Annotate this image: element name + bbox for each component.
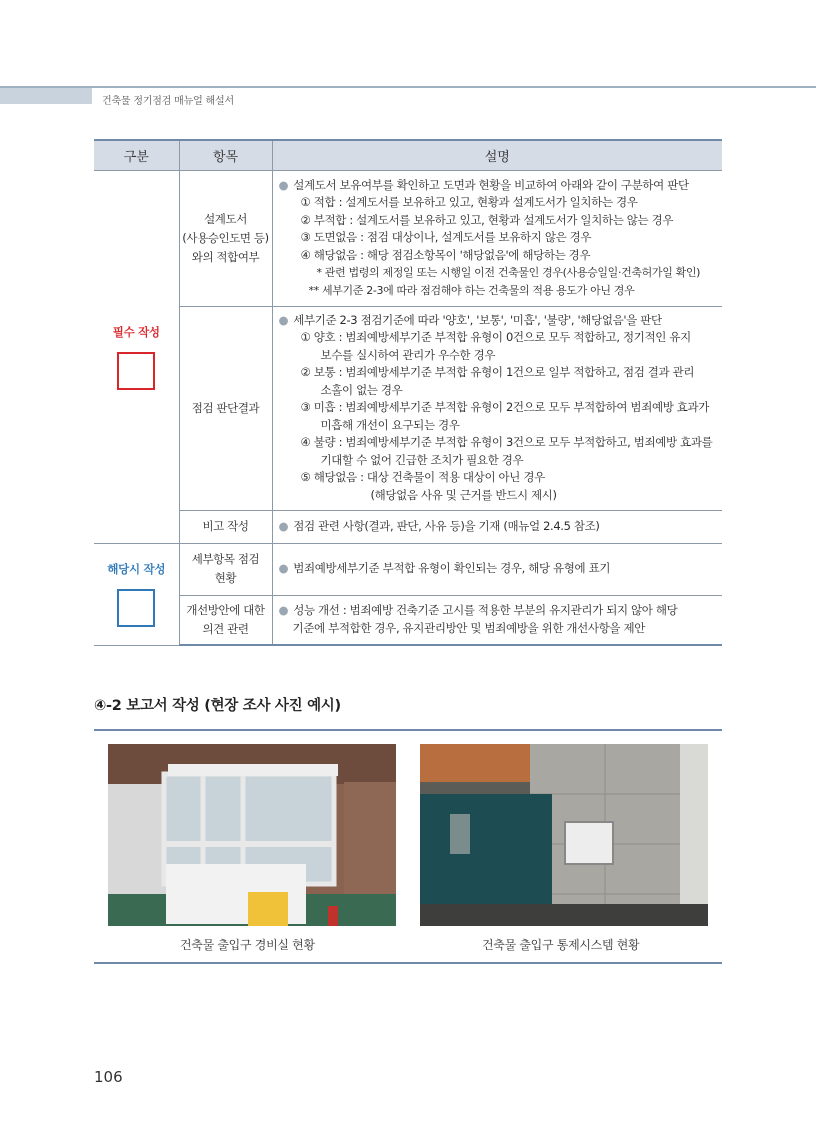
item-improvement	[179, 595, 272, 645]
desc-sub: ② 보통 : 범죄예방세부기준 부적합 유형이 1건으로 일부 적합하고, 점검 결과 관리	[300, 365, 695, 380]
item-sub-status	[179, 543, 272, 595]
photo-entrance-control	[420, 744, 708, 926]
desc-sub-cont: 미흡해 개선이 요구되는 경우	[320, 417, 460, 432]
bullet-icon: ●	[278, 177, 289, 192]
desc-sub: ① 양호 : 범죄예방세부기준 부적합 유형이 0건으로 모두 적합하고, 정기적인 유지	[300, 330, 691, 345]
item-remarks: 비고 작성	[179, 510, 272, 543]
desc-sub-cont: (해당없음 사유 및 근거를 반드시 제시)	[370, 487, 557, 502]
desc-improvement	[272, 595, 722, 645]
item-line: 의견 관련	[202, 621, 249, 636]
bullet-icon: ●	[278, 518, 289, 533]
table-header-row	[94, 140, 722, 170]
page-number: 106	[94, 1068, 123, 1086]
photo-guard-room	[108, 744, 396, 926]
category-conditional-label: 해당시 작성	[107, 562, 166, 576]
item-line: 세부항목 점검	[191, 552, 260, 566]
desc-sub-status: ● 범죄예방세부기준 부적합 유형이 확인되는 경우, 해당 유형에 표기	[272, 543, 722, 595]
item-line: 현황	[214, 571, 237, 585]
header-item: 항목	[179, 140, 272, 170]
conditional-checkbox-icon	[117, 589, 155, 627]
section-title: ④-2 보고서 작성 (현장 조사 사진 예시)	[94, 698, 341, 714]
item-line: (사용승인도면 등)	[182, 230, 269, 245]
category-conditional	[94, 543, 179, 645]
item-judgement: 점검 판단결과	[179, 306, 272, 510]
photo-caption: 건축물 출입구 경비실 현황	[180, 938, 315, 952]
section-rule	[94, 962, 722, 964]
desc-remarks: ● 점검 관련 사항(결과, 판단, 사유 등)을 기재 (매뉴얼 2.4.5 참조)	[272, 510, 722, 543]
desc-sub: ③ 도면없음 : 점검 대상이나, 설계도서를 보유하지 않은 경우	[300, 230, 592, 245]
item-line: 설계도서	[204, 211, 247, 226]
section-rule	[94, 729, 722, 731]
desc-lead: ● 설계도서 보유여부를 확인하고 도면과 현황을 비교하여 아래와 같이 구분하여 판단	[278, 177, 689, 192]
desc-sub: ⑤ 해당없음 : 대상 건축물이 적용 대상이 아닌 경우	[300, 470, 545, 485]
desc-sub: ③ 미흡 : 범죄예방세부기준 부적합 유형이 2건으로 모두 부적합하여 범죄예방 효과가	[300, 400, 710, 415]
table-row	[94, 595, 722, 645]
header-rule	[0, 86, 816, 88]
desc-sub: ④ 해당없음 : 해당 점검소항목이 '해당없음'에 해당하는 경우	[300, 247, 591, 262]
desc-lead: ● 세부기준 2-3 점검기준에 따라 '양호', '보통', '미흡', '불량', '해당없음'을 판단	[278, 312, 662, 327]
running-header: 건축물 정기점검 매뉴얼 해설서	[102, 96, 234, 107]
desc-sub-cont: 보수를 실시하여 관리가 우수한 경우	[320, 347, 496, 362]
required-checkbox-icon	[117, 352, 155, 390]
desc-note: ** 세부기준 2-3에 따라 점검해야 하는 건축물의 적용 용도가 아닌 경우	[308, 283, 635, 297]
desc-sub-cont: 기대할 수 없어 긴급한 조치가 필요한 경우	[320, 452, 524, 467]
desc-note: * 관련 법령의 제정일 또는 시행일 이전 건축물인 경우(사용승일일·건축허가일 확인)	[316, 266, 701, 280]
desc-judgement	[272, 306, 722, 510]
item-design-docs	[179, 170, 272, 306]
category-required	[94, 170, 179, 543]
desc-lead: ● 성능 개선 : 범죄예방 건축기준 고시를 적용한 부분의 유지관리가 되지 않아 해당	[278, 603, 678, 618]
table-row	[94, 510, 722, 543]
bullet-icon: ●	[278, 603, 289, 618]
item-line: 와의 적합여부	[191, 249, 260, 264]
desc-sub-cont: 소홀이 없는 경우	[320, 382, 403, 397]
desc-design-docs	[272, 170, 722, 306]
desc-sub: ① 적합 : 설계도서를 보유하고 있고, 현황과 설계도서가 일치하는 경우	[300, 195, 638, 210]
desc-lead-cont: 기준에 부적합한 경우, 유지관리방안 및 범죄예방을 위한 개선사항을 제안	[292, 620, 646, 635]
photo-caption: 건축물 출입구 통제시스템 현황	[482, 938, 640, 952]
header-band	[0, 86, 92, 104]
bullet-icon: ●	[278, 312, 289, 327]
table-row	[94, 170, 722, 306]
desc-sub: ② 부적합 : 설계도서를 보유하고 있고, 현황과 설계도서가 일치하는 않는 경우	[300, 212, 674, 227]
bullet-icon: ●	[278, 561, 289, 576]
header-category: 구분	[94, 140, 179, 170]
desc-sub: ④ 불량 : 범죄예방세부기준 부적합 유형이 3건으로 모두 부적합하고, 범죄예방 효과를	[300, 435, 713, 450]
table-row	[94, 543, 722, 595]
entrance-control-illustration	[420, 744, 708, 926]
table-row	[94, 306, 722, 510]
header-description: 설명	[272, 140, 722, 170]
manual-table	[94, 139, 722, 646]
item-line: 개선방안에 대한	[186, 602, 265, 617]
guard-room-illustration	[108, 744, 396, 926]
category-required-label: 필수 작성	[112, 324, 160, 339]
